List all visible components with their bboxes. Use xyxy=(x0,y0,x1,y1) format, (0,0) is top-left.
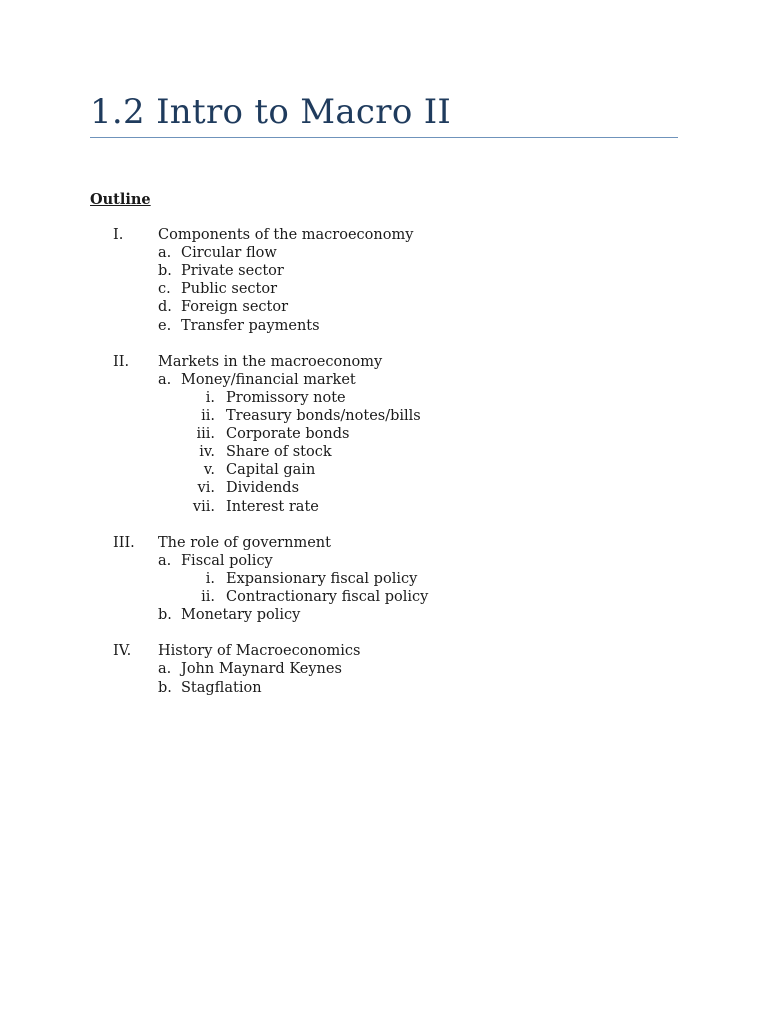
item-label: Circular flow xyxy=(181,245,277,262)
outline-item xyxy=(0,298,768,316)
outline-section xyxy=(0,534,768,552)
section-label: Markets in the macroeconomy xyxy=(158,353,383,370)
section-numeral: IV. xyxy=(113,643,132,660)
outline-item xyxy=(0,262,768,280)
subitem-label: Capital gain xyxy=(226,462,316,479)
item-label: Private sector xyxy=(181,263,284,280)
outline-item xyxy=(0,552,768,570)
item-marker: a. xyxy=(158,552,172,569)
item-label: Public sector xyxy=(181,281,278,298)
subitem-label: Contractionary fiscal policy xyxy=(226,589,429,605)
item-marker: b. xyxy=(158,607,172,624)
outline-subitem xyxy=(0,570,768,588)
item-marker: b. xyxy=(158,679,172,696)
item-label: John Maynard Keynes xyxy=(181,661,342,678)
item-label: Transfer payments xyxy=(181,317,320,334)
item-marker: a. xyxy=(158,371,172,388)
subitem-label: Expansionary fiscal policy xyxy=(226,570,418,587)
subitem-marker: vii. xyxy=(192,498,215,515)
subitem-marker: ii. xyxy=(201,589,215,605)
subitem-label: Corporate bonds xyxy=(226,426,350,443)
outline-subitem xyxy=(0,389,768,407)
item-marker: e. xyxy=(158,317,172,334)
outline-subitem xyxy=(0,461,768,479)
outline-heading: Outline xyxy=(90,191,151,208)
section-label: The role of government xyxy=(158,534,331,551)
subitem-label: Interest rate xyxy=(226,498,319,515)
section-label: History of Macroeconomics xyxy=(158,643,361,660)
subitem-marker: vi. xyxy=(197,480,215,497)
outline-item xyxy=(0,606,768,624)
item-label: Stagflation xyxy=(181,679,262,696)
outline-subitem xyxy=(0,443,768,461)
section-label: Components of the macroeconomy xyxy=(158,227,414,243)
outline-subitem xyxy=(0,425,768,443)
subitem-marker: i. xyxy=(205,389,215,406)
subitem-label: Promissory note xyxy=(226,389,346,406)
subitem-marker: ii. xyxy=(201,408,215,424)
outline-subitem xyxy=(0,498,768,516)
outline-section xyxy=(0,226,768,244)
item-label: Money/financial market xyxy=(181,371,356,388)
subitem-marker: iv. xyxy=(199,444,215,461)
item-label: Monetary policy xyxy=(181,607,301,624)
outline-item xyxy=(0,280,768,298)
section-numeral: I. xyxy=(113,227,124,243)
item-marker: d. xyxy=(158,299,172,316)
section-numeral: II. xyxy=(113,353,130,370)
outline-subitem xyxy=(0,588,768,606)
outline-item xyxy=(0,244,768,262)
subitem-label: Dividends xyxy=(226,480,300,497)
subitem-marker: iii. xyxy=(196,426,215,443)
subitem-marker: i. xyxy=(205,570,215,587)
subitem-label: Share of stock xyxy=(226,444,332,461)
subitem-label: Treasury bonds/notes/bills xyxy=(226,408,421,424)
item-marker: a. xyxy=(158,661,172,678)
item-marker: c. xyxy=(158,281,171,298)
outline-item xyxy=(0,660,768,678)
outline-section xyxy=(0,353,768,371)
outline-item xyxy=(0,371,768,389)
subitem-marker: v. xyxy=(203,462,215,479)
item-marker: a. xyxy=(158,245,172,262)
outline-section xyxy=(0,642,768,660)
outline-subitem xyxy=(0,479,768,497)
outline-item xyxy=(0,679,768,697)
item-label: Fiscal policy xyxy=(181,552,273,569)
page-title: 1.2 Intro to Macro II xyxy=(90,92,452,132)
item-label: Foreign sector xyxy=(181,299,289,316)
item-marker: b. xyxy=(158,263,172,280)
outline-item xyxy=(0,317,768,335)
outline-subitem xyxy=(0,407,768,425)
section-numeral: III. xyxy=(113,534,135,551)
